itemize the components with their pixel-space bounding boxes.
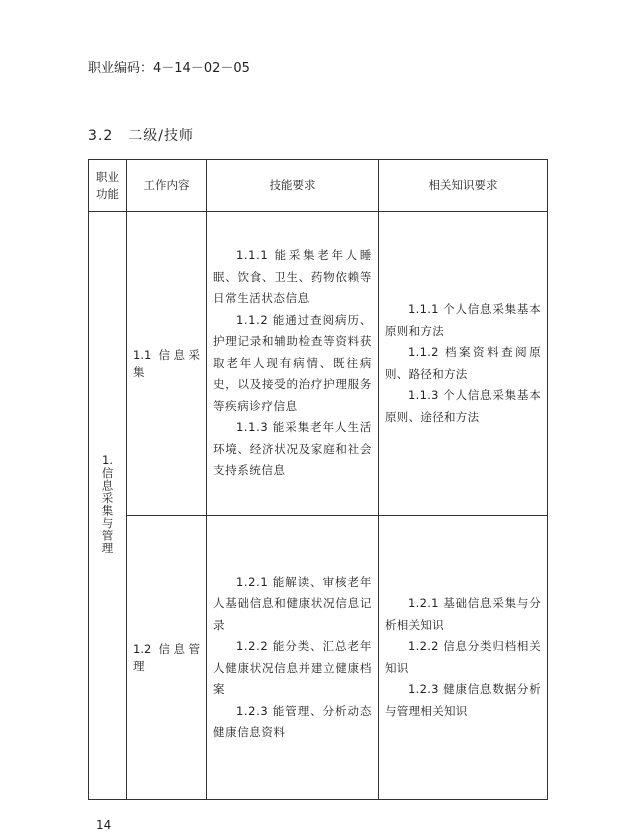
- skill-item: 1.2.2 能分类、汇总老年人健康状况信息并建立健康档案: [213, 639, 372, 696]
- skills-cell: [207, 212, 379, 516]
- skills-table: [88, 159, 548, 800]
- skill-item: 1.1.1 能采集老年人睡眠、饮食、卫生、药物依赖等日常生活状态信息: [213, 248, 372, 306]
- content-cell: 1.2 信息管理: [127, 516, 207, 800]
- knowledge-item: 1.1.2 档案资料查阅原则、路径和方法: [385, 345, 541, 381]
- skill-item: 1.1.3 能采集老年人生活环境、经济状况及家庭和社会支持系统信息: [213, 420, 372, 478]
- table-row: [89, 516, 548, 800]
- header-function: 职业功能: [89, 160, 127, 212]
- function-cell: [89, 212, 127, 800]
- skill-item: 1.2.1 能解读、审核老年人基础信息和健康状况信息记录: [213, 574, 372, 632]
- knowledge-cell: [379, 516, 548, 800]
- header-skills: 技能要求: [207, 160, 379, 212]
- knowledge-item: 1.1.3 个人信息采集基本原则、途径和方法: [385, 388, 541, 424]
- skill-item: 1.1.2 能通过查阅病历、护理记录和辅助检查等资料获取老年人现有病情、既往病史，以及接受的治疗护理服务等疾病诊疗信息: [213, 312, 372, 413]
- section-title: 3.2 二级/技师: [88, 128, 194, 144]
- function-number: 1.: [102, 453, 113, 468]
- function-name: 信息采集与管理: [100, 467, 115, 555]
- header-knowledge: 相关知识要求: [379, 160, 548, 212]
- skill-item: 1.2.3 能管理、分析动态健康信息资料: [213, 703, 372, 739]
- header-content: 工作内容: [127, 160, 207, 212]
- knowledge-item: 1.2.1 基础信息采集与分析相关知识: [385, 596, 541, 632]
- page-number: 14: [96, 818, 112, 832]
- knowledge-cell: [379, 212, 548, 516]
- skills-cell: [207, 516, 379, 800]
- occupation-code: 职业编码：4－14－02－05: [88, 61, 250, 76]
- knowledge-item: 1.1.1 个人信息采集基本原则和方法: [385, 302, 541, 338]
- knowledge-item: 1.2.3 健康信息数据分析与管理相关知识: [385, 682, 541, 718]
- table-row: [89, 212, 548, 516]
- table-header-row: [89, 160, 548, 212]
- knowledge-item: 1.2.2 信息分类归档相关知识: [385, 639, 541, 675]
- content-cell: 1.1 信息采集: [127, 212, 207, 516]
